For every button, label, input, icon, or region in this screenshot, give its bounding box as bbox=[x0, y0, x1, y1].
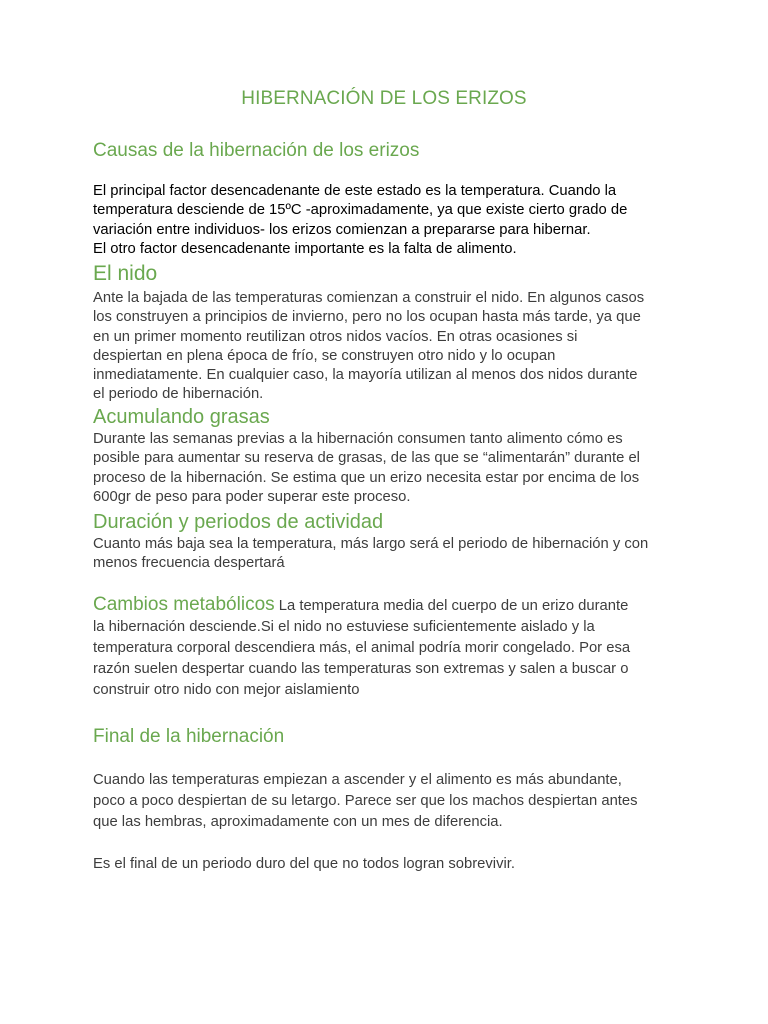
paragraph-final-2 bbox=[93, 854, 693, 875]
paragraph-line: temperatura corporal descendiera más, el animal podría morir congelado. Por esa bbox=[93, 640, 631, 656]
heading-duracion: Duración y periodos de actividad bbox=[93, 511, 384, 533]
paragraph-causas bbox=[93, 182, 683, 259]
heading-causas: Causas de la hibernación de los erizos bbox=[93, 140, 420, 161]
paragraph-line: temperatura desciende de 15ºC -aproximadamente, ya que existe cierto grado de bbox=[93, 202, 628, 219]
paragraph-text: La temperatura media del cuerpo de un erizo durante bbox=[278, 598, 629, 614]
paragraph-line: Durante las semanas previas a la hibernación consumen tanto alimento cómo es bbox=[93, 431, 623, 447]
paragraph-line: menos frecuencia despertará bbox=[93, 555, 285, 572]
heading-final: Final de la hibernación bbox=[93, 726, 285, 747]
paragraph-line: poco a poco despiertan de su letargo. Parece ser que los machos despiertan antes bbox=[93, 793, 638, 809]
paragraph-line: inmediatamente. En cualquier caso, la mayoría utilizan al menos dos nidos durante bbox=[93, 367, 638, 384]
paragraph-line: Cuando las temperaturas empiezan a ascender y el alimento es más abundante, bbox=[93, 772, 622, 788]
paragraph-line: en un primer momento reutilizan otros nidos vacíos. En otras ocasiones si bbox=[93, 328, 578, 345]
paragraph-line: Ante la bajada de las temperaturas comienzan a construir el nido. En algunos casos bbox=[93, 290, 645, 306]
paragraph-line: que las hembras, aproximadamente con un mes de diferencia. bbox=[93, 814, 503, 830]
paragraph-line: razón suelen despertar cuando las temperaturas son extremas y salen a buscar o bbox=[93, 661, 629, 677]
paragraph-line: construir otro nido con mejor aislamiento bbox=[93, 682, 360, 698]
paragraph-line: Es el final de un periodo duro del que no todos logran sobrevivir. bbox=[93, 856, 515, 872]
heading-grasas: Acumulando grasas bbox=[93, 406, 270, 428]
paragraph-line-first bbox=[93, 594, 693, 617]
paragraph-nido bbox=[93, 289, 683, 405]
paragraph-line: Cuanto más baja sea la temperatura, más largo será el periodo de hibernación y con bbox=[93, 536, 649, 552]
paragraph-cambios bbox=[93, 594, 693, 701]
paragraph-line: El otro factor desencadenante importante es la falta de alimento. bbox=[93, 240, 517, 257]
heading-nido: El nido bbox=[93, 262, 158, 285]
paragraph-line: los construyen a principios de invierno, pero no los ocupan hasta más tarde, ya que bbox=[93, 309, 641, 326]
paragraph-final-1 bbox=[93, 770, 693, 833]
paragraph-line: proceso de la hibernación. Se estima que un erizo necesita estar por encima de los bbox=[93, 469, 640, 486]
paragraph-line: 600gr de peso para poder superar este proceso. bbox=[93, 488, 411, 505]
paragraph-line: variación entre individuos- los erizos comienzan a prepararse para hibernar. bbox=[93, 221, 591, 238]
paragraph-line: el periodo de hibernación. bbox=[93, 386, 264, 403]
document-title: HIBERNACIÓN DE LOS ERIZOS bbox=[241, 88, 527, 109]
paragraph-duracion bbox=[93, 535, 683, 574]
paragraph-line: El principal factor desencadenante de este estado es la temperatura. Cuando la bbox=[93, 183, 617, 199]
paragraph-grasas bbox=[93, 430, 683, 507]
paragraph-line: posible para aumentar su reserva de grasas, de las que se “alimentarán” durante el bbox=[93, 450, 640, 467]
heading-cambios: Cambios metabólicos bbox=[93, 594, 275, 615]
paragraph-line: la hibernación desciende.Si el nido no estuviese suficientemente aislado y la bbox=[93, 619, 595, 635]
paragraph-line: despiertan en plena época de frío, se construyen otro nido y lo ocupan bbox=[93, 347, 556, 364]
